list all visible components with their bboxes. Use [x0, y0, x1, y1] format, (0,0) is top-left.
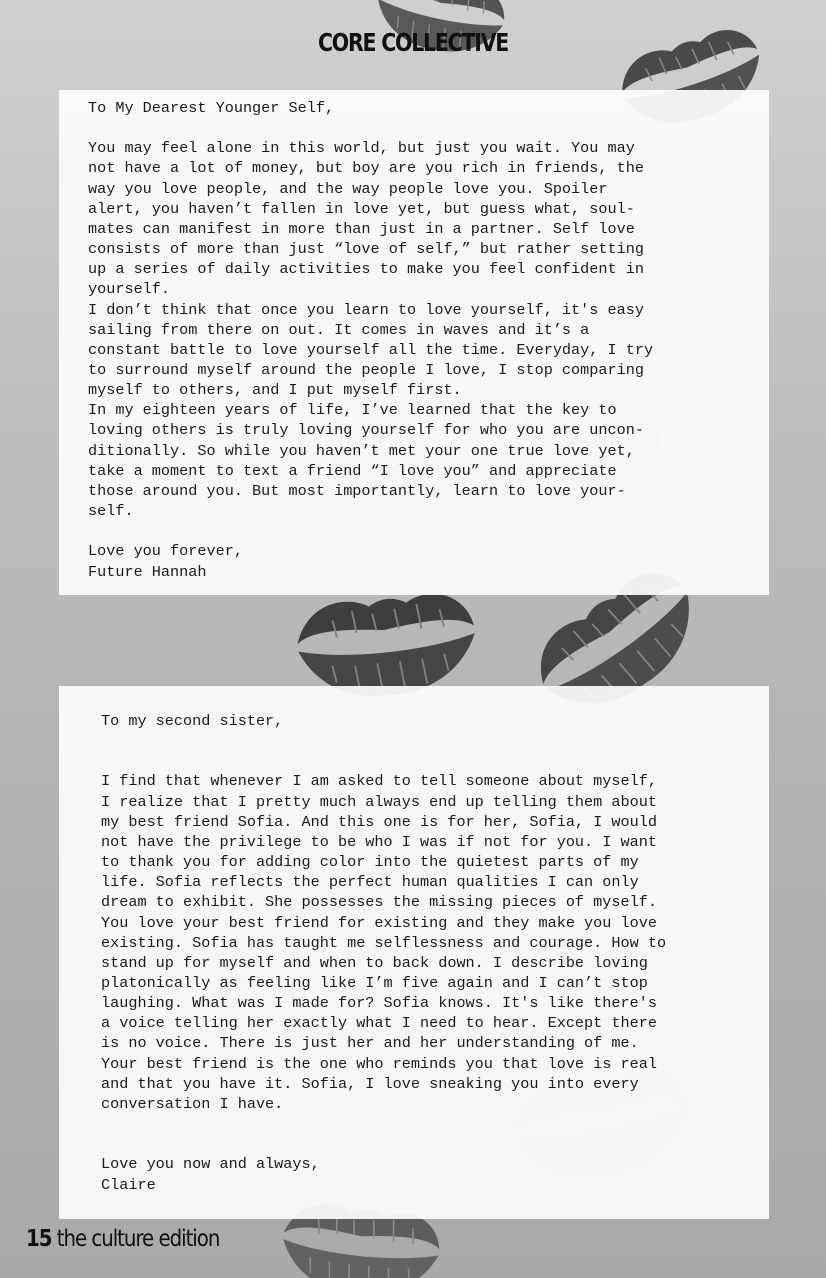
letter-signature: Claire — [101, 1175, 156, 1194]
page-footer — [26, 1226, 219, 1252]
letter-salutation: To My Dearest Younger Self, — [88, 99, 335, 117]
letter-to-younger-self — [59, 90, 769, 595]
letter-salutation: To my second sister, — [101, 712, 284, 730]
letter-paragraph: In my eighteen years of life, I’ve learned that the key to loving others is truly loving yourself for who you are uncon- ditionally. So while you haven’t met your one true love yet, take a moment to text a friend “I love you” and appreciate those around you. But most importantly, learn to love your- self. — [88, 401, 644, 521]
letter-signature: Future Hannah — [88, 562, 207, 581]
letter-paragraph: I find that whenever I am asked to tell someone about myself, I realize that I pretty much always end up telling them about my best friend Sofia. And this one is for her, Sofia, I would not have the privilege to be who I was if not for you. I want to thank you for adding color into the quietest parts of my life. Sofia reflects the perfect human qualities I can only dream to exhibit. She possesses the missing pieces of myself. You love your best friend for existing and they make you love existing. Sofia has taught me selflessness and courage. How to stand up for myself and when to back down. I describe loving platonically as feeling like I’m five again and I can’t stop laughing. What was I made for? Sofia knows. It's like there's a voice telling her exactly what I need to hear. Except there is no voice. There is just her and her understanding of me. Your best friend is the one who reminds you that love is real and that you have it. Sofia, I love sneaking you into every conversation I have. — [101, 772, 667, 1113]
letter-closing: Love you forever, — [88, 542, 243, 561]
letter-to-second-sister — [59, 686, 769, 1219]
letter-closing: Love you now and always, — [101, 1155, 320, 1174]
letter-paragraph: You may feel alone in this world, but just you wait. You may not have a lot of money, but boy are you rich in friends, the way you love people, and the way people love you. Spoiler alert, you haven’t fallen in love yet, but guess what, soul- mates can manifest in more than just in a partner. Self love consists of more than just “love of self,” but rather setting up a series of daily activities to make you feel confident in yourself. — [88, 139, 644, 299]
page-number: 15 — [26, 1226, 52, 1252]
edition-title: the culture edition — [56, 1226, 220, 1252]
letter-paragraph: I don’t think that once you learn to love yourself, it's easy sailing from there on out. It comes in waves and it’s a constant battle to love yourself all the time. Everyday, I try to surround myself around the people I love, I stop comparing myself to others, and I put myself first. — [88, 300, 654, 400]
magazine-masthead: CORE COLLECTIVE — [317, 28, 509, 57]
